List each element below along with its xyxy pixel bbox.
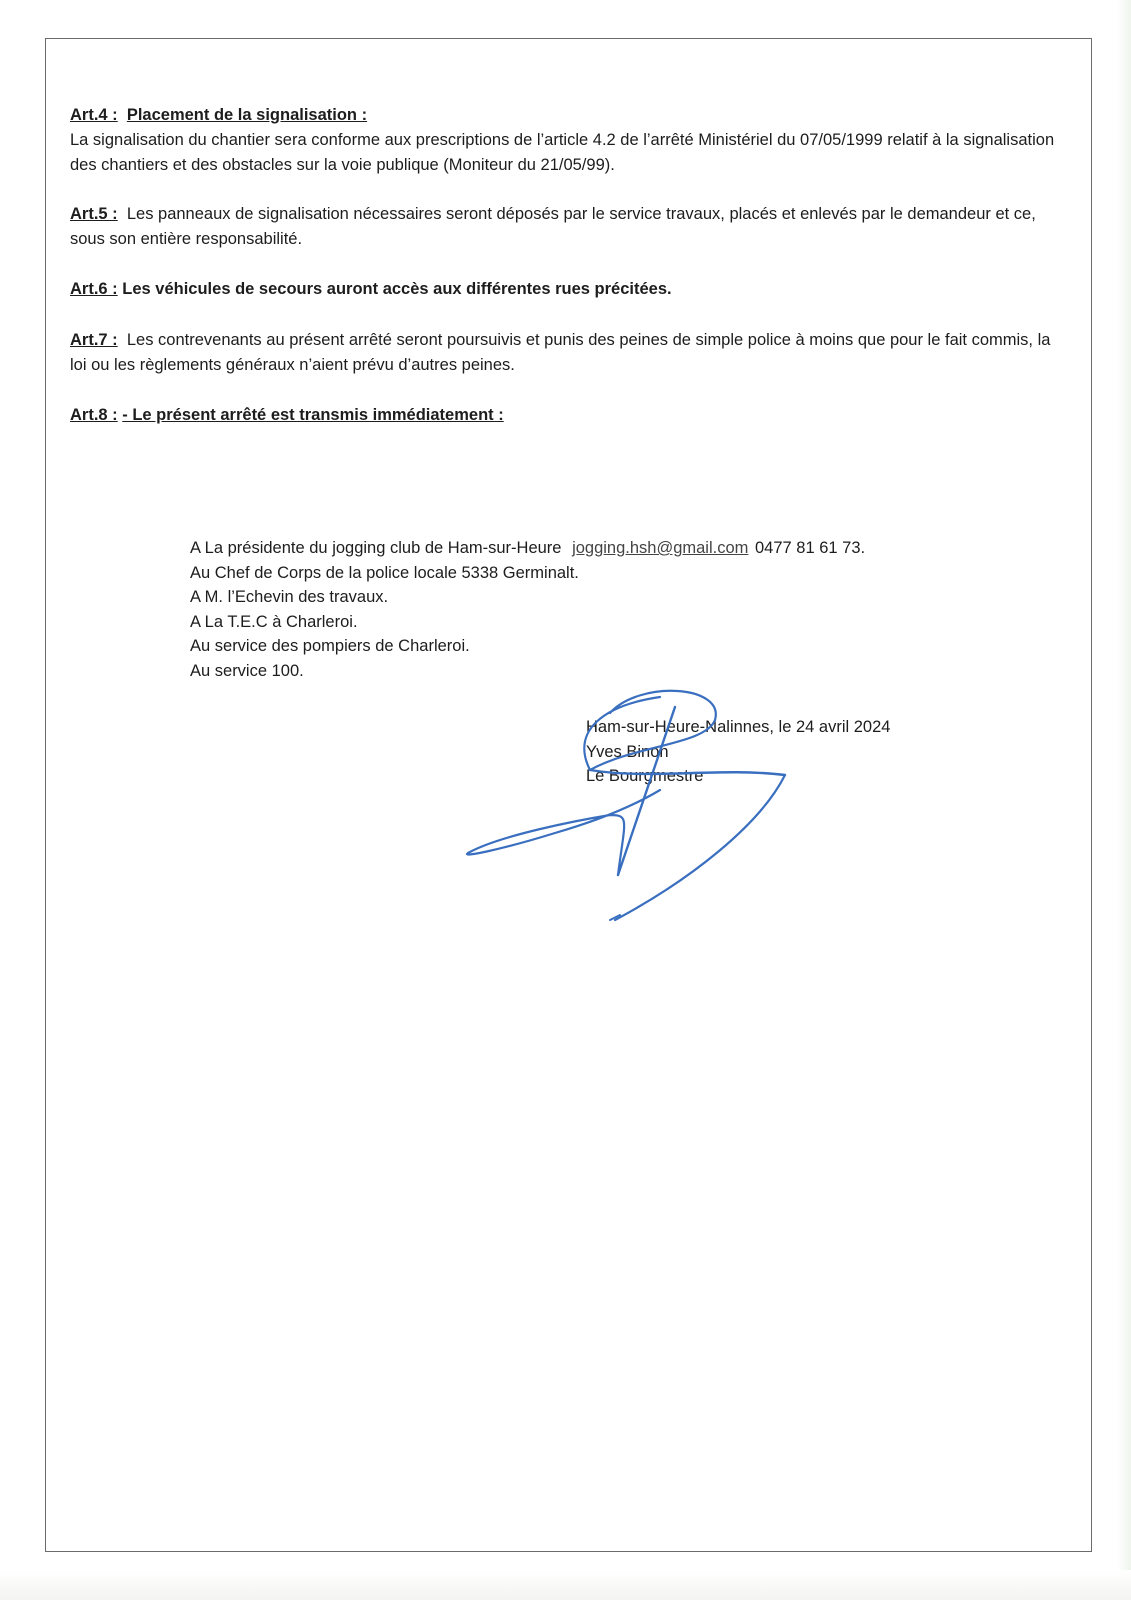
article-6: [70, 277, 1070, 302]
signatory-role: Le Bourgmestre: [586, 767, 704, 785]
recipient-list: [190, 536, 865, 684]
recipient-item: Au service des pompiers de Charleroi.: [190, 637, 470, 656]
signatory-name: Yves Binon: [586, 742, 669, 761]
art8-label: Art.8 :: [70, 406, 118, 424]
art8-body: - Le présent arrêté est transmis immédiatement :: [122, 406, 504, 424]
article-4: [70, 103, 1070, 178]
art6-label: Art.6 :: [70, 280, 118, 298]
art4-title: Placement de la signalisation :: [126, 106, 368, 124]
art4-label: Art.4 :: [70, 106, 118, 124]
recipient-email-link[interactable]: jogging.hsh@gmail.com: [572, 539, 749, 557]
recipient-item: Au Chef de Corps de la police locale 5338 Germinalt.: [190, 563, 579, 582]
article-5: [70, 202, 1070, 252]
recipient-item: A La T.E.C à Charleroi.: [190, 612, 358, 631]
scan-bottom-shade: [0, 1570, 1131, 1600]
signature-strokes: [467, 691, 785, 920]
art6-body: Les véhicules de secours auront accès aux différentes rues précitées.: [122, 280, 672, 298]
place-date: Ham-sur-Heure-Nalinnes, le 24 avril 2024: [586, 718, 891, 736]
handwritten-signature: [460, 675, 810, 935]
art7-body: Les contrevenants au présent arrêté seront poursuivis et punis des peines de simple police à moins que pour le fait commis, la loi ou les règlements généraux n’aient prévu d’autres peines.: [70, 331, 1051, 374]
art5-body: Les panneaux de signalisation nécessaires seront déposés par le service travaux, placés et enlevés par le demandeur et ce, sous son entière responsabilité.: [70, 205, 1036, 248]
scan-edge-shade: [1117, 0, 1131, 1600]
recipient-item: Au service 100.: [190, 661, 304, 680]
recipient-item: [190, 536, 865, 561]
art4-body: La signalisation du chantier sera conforme aux prescriptions de l’article 4.2 de l’arrêté Ministériel du 07/05/1999 relatif à la signalisation des chantiers et des obstacles sur la voie publique (Moniteur du 21/05/99).: [70, 131, 1055, 174]
recipient-item: A M. l’Echevin des travaux.: [190, 588, 389, 607]
art5-label: Art.5 :: [70, 205, 118, 223]
recipient-1-text: A La présidente du jogging club de Ham-sur-Heure: [190, 539, 562, 557]
article-8: [70, 403, 1070, 428]
article-7: [70, 328, 1070, 378]
art7-label: Art.7 :: [70, 331, 118, 349]
recipient-phone: 0477 81 61 73.: [755, 539, 866, 557]
